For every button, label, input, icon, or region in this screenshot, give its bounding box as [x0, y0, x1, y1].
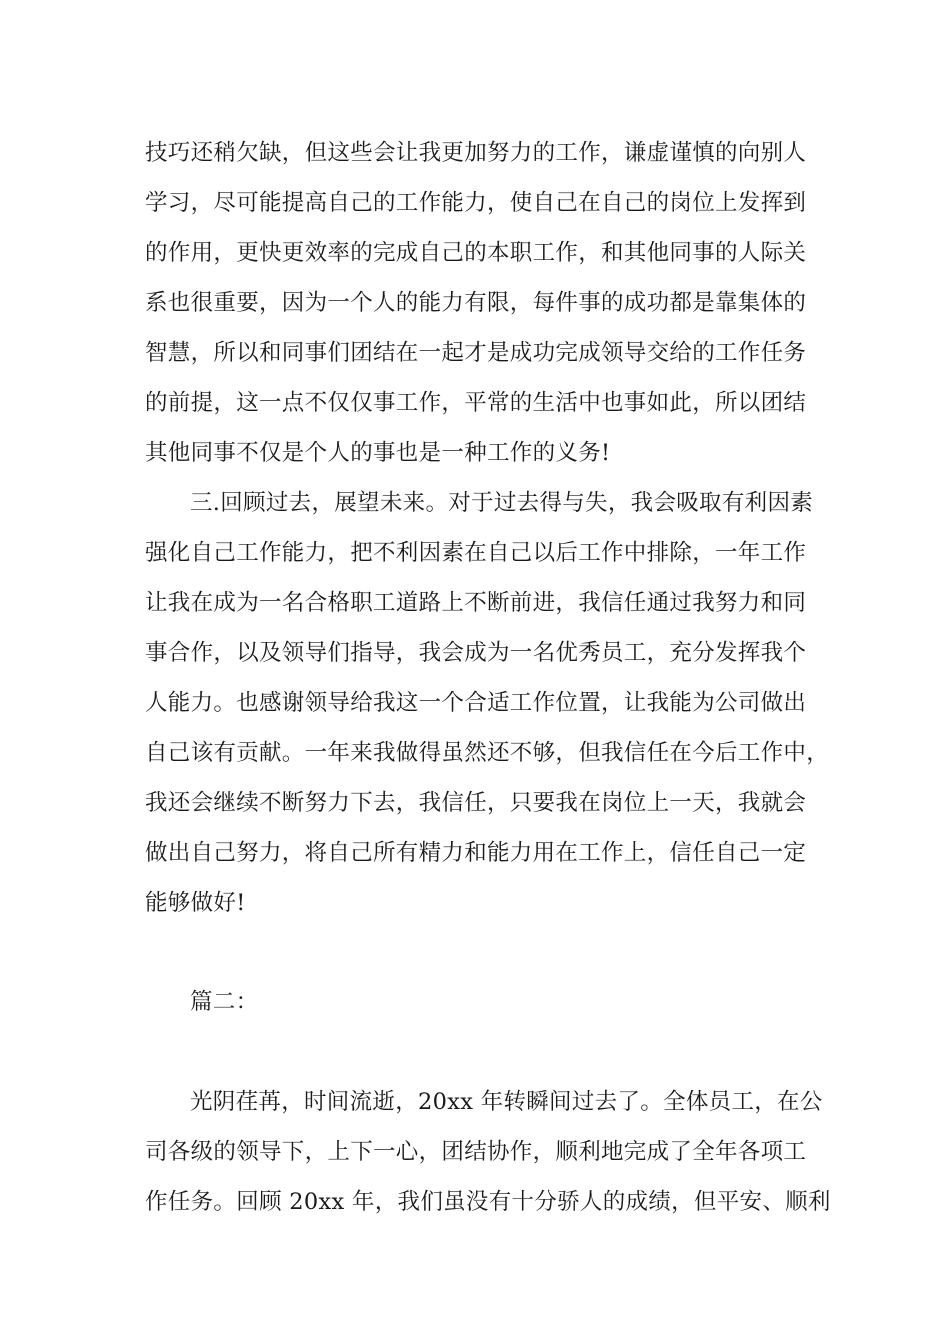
paragraph-line: 光阴荏苒，时间流逝，20xx 年转瞬间过去了。全体员工，在公: [190, 1089, 823, 1115]
paragraph-line: 人能力。也感谢领导给我这一个合适工作位置，让我能为公司做出: [145, 690, 807, 716]
paragraph-line: 技巧还稍欠缺，但这些会让我更加努力的工作，谦虚谨慎的向别人: [145, 140, 807, 166]
paragraph-line: 让我在成为一名合格职工道路上不断前进，我信任通过我努力和同: [145, 590, 807, 616]
paragraph-line: 其他同事不仅是个人的事也是一种工作的义务!: [145, 440, 611, 466]
paragraph-line: 强化自己工作能力，把不利因素在自己以后工作中排除，一年工作: [145, 540, 807, 566]
paragraph-line: 的前提，这一点不仅仅事工作，平常的生活中也事如此，所以团结: [145, 390, 807, 416]
paragraph-line: 的作用，更快更效率的完成自己的本职工作，和其他同事的人际关: [145, 240, 807, 266]
paragraph-line: 系也很重要，因为一个人的能力有限，每件事的成功都是靠集体的: [145, 290, 807, 316]
paragraph-line: 三.回顾过去，展望未来。对于过去得与失，我会吸取有利因素: [190, 490, 814, 516]
paragraph-line: 智慧，所以和同事们团结在一起才是成功完成领导交给的工作任务: [145, 340, 807, 366]
paragraph-line: 事合作，以及领导们指导，我会成为一名优秀员工，充分发挥我个: [145, 640, 807, 666]
paragraph-line: 司各级的领导下，上下一心，团结协作，顺利地完成了全年各项工: [145, 1139, 807, 1165]
section-heading: 篇二：: [190, 989, 259, 1015]
paragraph-line: 做出自己努力，将自己所有精力和能力用在工作上，信任自己一定: [145, 840, 807, 866]
paragraph-line: 学习，尽可能提高自己的工作能力，使自己在自己的岗位上发挥到: [145, 190, 807, 216]
paragraph-line: 自己该有贡献。一年来我做得虽然还不够，但我信任在今后工作中，: [145, 740, 830, 766]
paragraph-line: 能够做好!: [145, 890, 246, 916]
paragraph-line: 作任务。回顾 20xx 年，我们虽没有十分骄人的成绩，但平安、顺利: [145, 1189, 831, 1215]
paragraph-line: 我还会继续不断努力下去，我信任，只要我在岗位上一天，我就会: [145, 790, 807, 816]
